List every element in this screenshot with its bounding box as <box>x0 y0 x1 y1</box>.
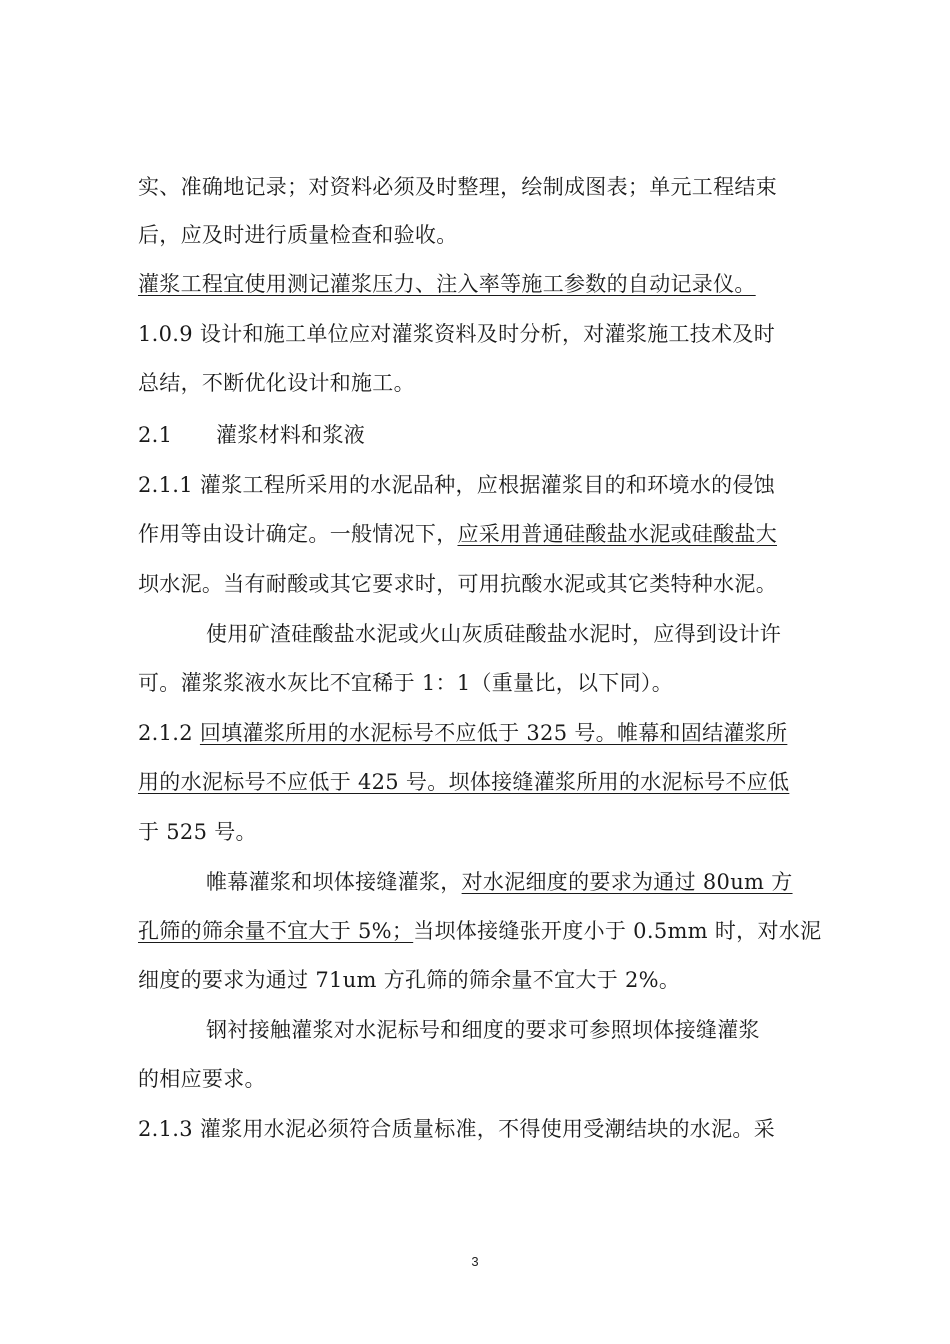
section-title: 灌浆材料和浆液 <box>216 423 366 447</box>
underlined-text: 对水泥细度的要求为通过 80um 方 <box>461 870 793 894</box>
paragraph-line: 实、准确地记录；对资料必须及时整理，绘制成图表；单元工程结束 <box>138 175 777 199</box>
paragraph-line: 2.1.1 灌浆工程所采用的水泥品种，应根据灌浆目的和环境水的侵蚀 <box>138 473 776 497</box>
paragraph-line: 2.1.3 灌浆用水泥必须符合质量标准，不得使用受潮结块的水泥。采 <box>138 1117 776 1141</box>
paragraph-line: 细度的要求为通过 71um 方孔筛的筛余量不宜大于 2%。 <box>138 968 681 992</box>
paragraph-line: 后，应及时进行质量检查和验收。 <box>138 223 458 247</box>
underlined-text: 孔筛的筛余量不宜大于 5%； <box>138 919 414 943</box>
text-run: 作用等由设计确定。一般情况下， <box>138 522 458 546</box>
paragraph-line <box>138 917 821 945</box>
paragraph-line: 使用矿渣硅酸盐水泥或火山灰质硅酸盐水泥时，应得到设计许 <box>206 622 782 646</box>
paragraph-line <box>138 719 787 747</box>
paragraph-line-underlined: 用的水泥标号不应低于 425 号。坝体接缝灌浆所用的水泥标号不应低 <box>138 770 790 794</box>
paragraph-line: 于 525 号。 <box>138 820 257 844</box>
text-run: 当坝体接缝张开度小于 0.5mm 时，对水泥 <box>413 919 822 943</box>
section-heading <box>138 421 365 449</box>
text-run: 帷幕灌浆和坝体接缝灌浆， <box>206 870 462 894</box>
paragraph-line <box>206 868 793 896</box>
paragraph-line: 可。灌浆浆液水灰比不宜稀于 1：1（重量比，以下同）。 <box>138 671 673 695</box>
paragraph-line: 钢衬接触灌浆对水泥标号和细度的要求可参照坝体接缝灌浆 <box>206 1018 760 1042</box>
paragraph-line: 坝水泥。当有耐酸或其它要求时，可用抗酸水泥或其它类特种水泥。 <box>138 572 777 596</box>
underlined-text: 应采用普通硅酸盐水泥或硅酸盐大 <box>457 522 777 546</box>
paragraph-line <box>138 520 777 548</box>
clause-number: 2.1.2 <box>138 721 200 745</box>
paragraph-line-underlined: 灌浆工程宜使用测记灌浆压力、注入率等施工参数的自动记录仪。 <box>138 272 756 296</box>
paragraph-line: 的相应要求。 <box>138 1067 266 1091</box>
underlined-text: 回填灌浆所用的水泥标号不应低于 325 号。帷幕和固结灌浆所 <box>199 721 788 745</box>
paragraph-line: 1.0.9 设计和施工单位应对灌浆资料及时分析，对灌浆施工技术及时 <box>138 322 776 346</box>
page-number: 3 <box>471 1254 479 1269</box>
paragraph-line: 总结，不断优化设计和施工。 <box>138 371 415 395</box>
section-number: 2.1 <box>138 423 173 447</box>
